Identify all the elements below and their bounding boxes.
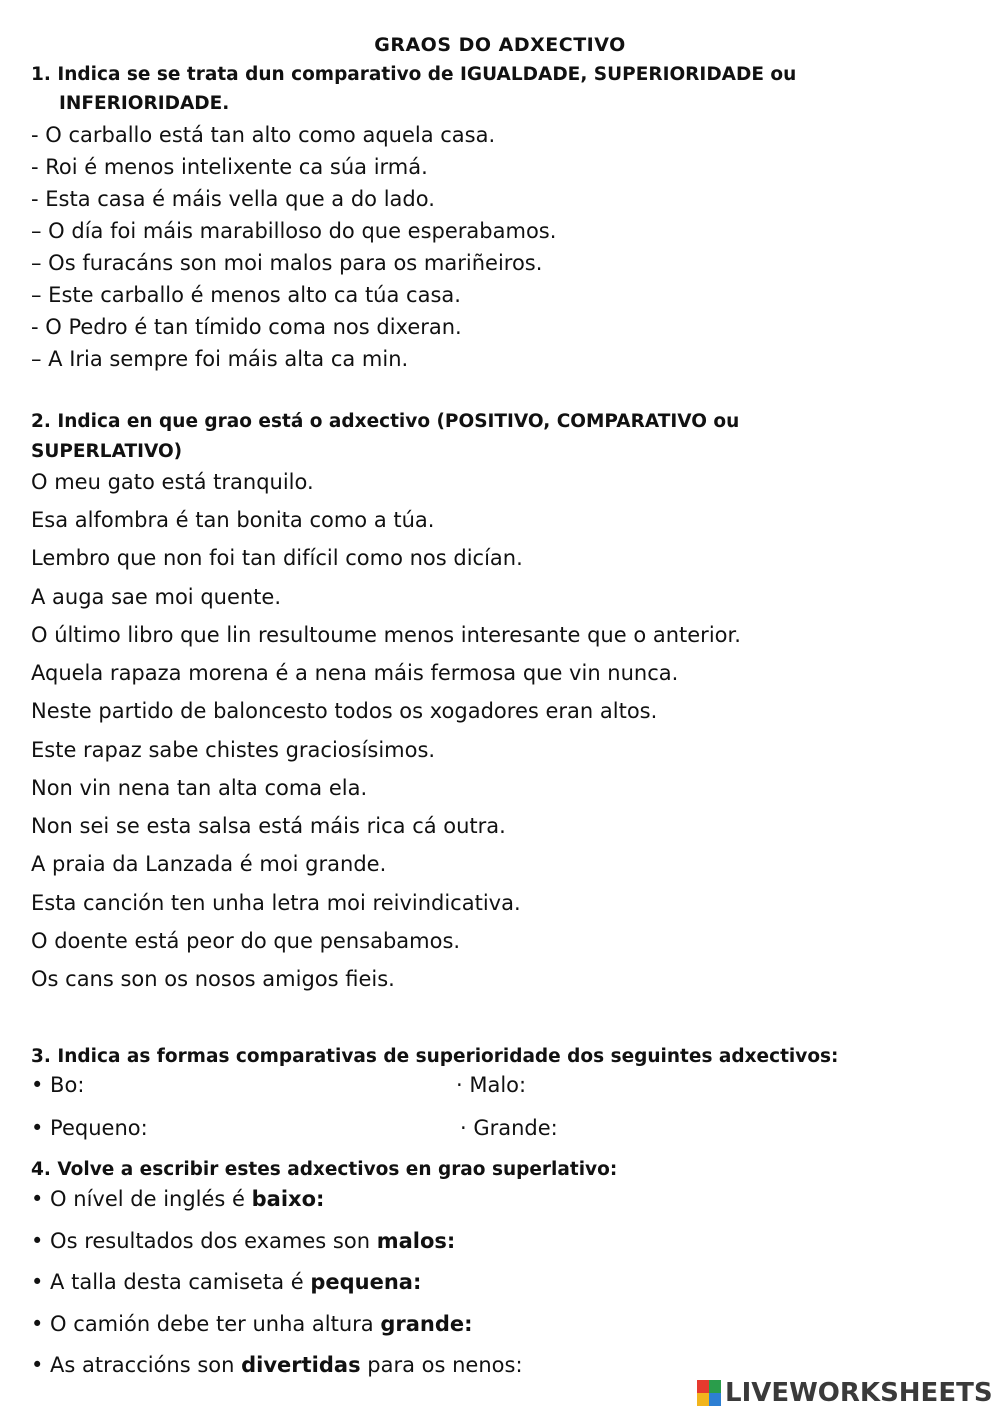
liveworksheets-logo-text: LIVEWORKSHEETS (725, 1378, 993, 1408)
section2-item: A praia da Lanzada é moi grande. (31, 852, 387, 876)
section2-item: Esa alfombra é tan bonita como a túa. (31, 508, 435, 532)
section1-item: - Esta casa é máis vella que a do lado. (31, 187, 435, 211)
superlative-item-baixo: • O nível de inglés é baixo: (31, 1187, 325, 1211)
answer-grande: · Grande: (460, 1116, 558, 1140)
section1-item: - O Pedro é tan tímido coma nos dixeran. (31, 315, 462, 339)
section2-heading-line1: 2. Indica en que grao está o adxectivo (POSITIVO, COMPARATIVO ou (31, 411, 740, 432)
liveworksheets-logo-icon (697, 1380, 721, 1406)
section1-heading (31, 60, 961, 118)
section2-item: Esta canción ten unha letra moi reivindicativa. (31, 891, 521, 915)
logo-square-blue (709, 1393, 721, 1406)
worksheet-title: GRAOS DO ADXECTIVO (374, 34, 626, 56)
answer-pequeno: • Pequeno: (31, 1116, 148, 1140)
section1-item: – O día foi máis marabilloso do que esperabamos. (31, 219, 557, 243)
section2-item: O último libro que lin resultoume menos interesante que o anterior. (31, 623, 741, 647)
section2-item: Lembro que non foi tan difícil como nos dicían. (31, 546, 523, 570)
superlative-item-pequena: • A talla desta camiseta é pequena: (31, 1270, 422, 1294)
section1-item: - Roi é menos intelixente ca súa irmá. (31, 155, 428, 179)
logo-square-yellow (697, 1393, 709, 1406)
section2-item: Neste partido de baloncesto todos os xogadores eran altos. (31, 699, 658, 723)
section2-item: A auga sae moi quente. (31, 585, 282, 609)
superlative-item-grande: • O camión debe ter unha altura grande: (31, 1312, 473, 1336)
logo-square-red (697, 1380, 709, 1393)
answer-bo: • Bo: (31, 1073, 85, 1097)
section1-item: – Os furacáns son moi malos para os mariñeiros. (31, 251, 543, 275)
liveworksheets-logo (697, 1376, 993, 1410)
section2-heading-line2: SUPERLATIVO) (31, 441, 183, 462)
section1-heading-line1: 1. Indica se se trata dun comparativo de IGUALDADE, SUPERIORIDADE ou (31, 64, 797, 85)
logo-square-green (709, 1380, 721, 1393)
superlative-item-malos: • Os resultados dos exames son malos: (31, 1229, 456, 1253)
section1-item: – A Iria sempre foi máis alta ca min. (31, 347, 409, 371)
section1-item: - O carballo está tan alto como aquela casa. (31, 123, 496, 147)
section2-item: O meu gato está tranquilo. (31, 470, 314, 494)
section2-item: Non vin nena tan alta coma ela. (31, 776, 368, 800)
section2-item: Este rapaz sabe chistes graciosísimos. (31, 738, 436, 762)
section2-item: Non sei se esta salsa está máis rica cá outra. (31, 814, 506, 838)
section4-heading: 4. Volve a escribir estes adxectivos en grao superlativo: (31, 1159, 618, 1180)
section2-item: Aquela rapaza morena é a nena máis fermosa que vin nunca. (31, 661, 679, 685)
section2-heading (31, 407, 961, 467)
section1-heading-line2: INFERIORIDADE. (59, 93, 230, 114)
answer-malo: · Malo: (456, 1073, 527, 1097)
section2-item: O doente está peor do que pensabamos. (31, 929, 461, 953)
section3-heading: 3. Indica as formas comparativas de superioridade dos seguintes adxectivos: (31, 1046, 839, 1067)
section1-item: – Este carballo é menos alto ca túa casa. (31, 283, 461, 307)
section2-item: Os cans son os nosos amigos fieis. (31, 967, 395, 991)
superlative-item-divertidas: • As atraccións son divertidas para os nenos: (31, 1353, 523, 1377)
